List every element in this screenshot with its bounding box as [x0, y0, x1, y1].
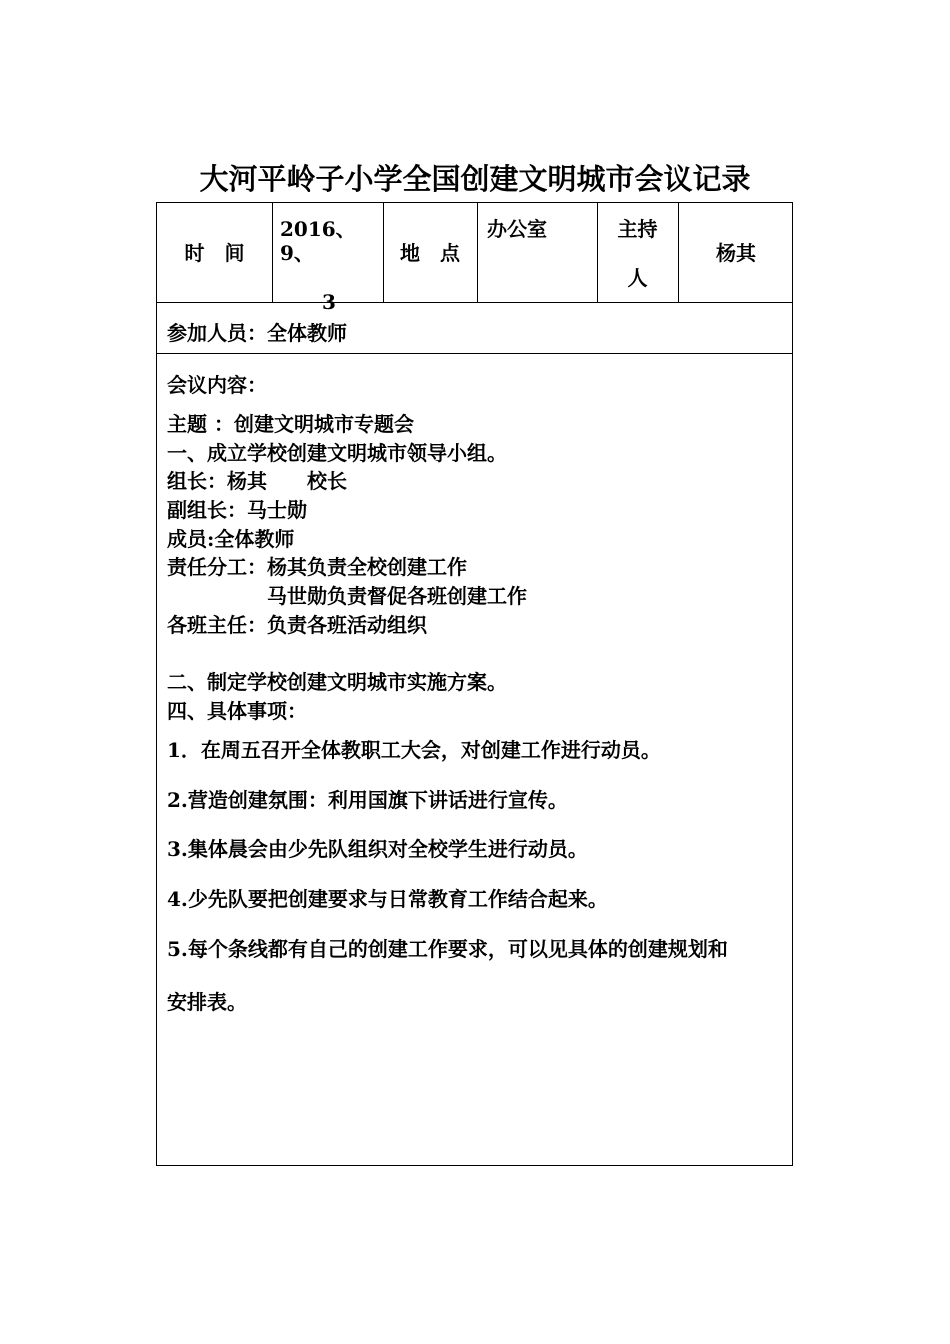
host-label-line2: 人	[627, 266, 648, 290]
content-line: 四、具体事项：	[167, 699, 307, 723]
content-heading: 会议内容：	[167, 373, 267, 397]
divider	[272, 203, 273, 303]
content-line: 成员:全体教师	[167, 527, 295, 551]
content-line: 主题 ：创建文明城市专题会	[167, 412, 414, 436]
divider	[477, 203, 478, 303]
time-value-line1: 2016、9、	[280, 217, 356, 265]
host-label	[597, 217, 678, 290]
divider	[157, 302, 792, 303]
divider	[157, 353, 792, 354]
content-line: 2.营造创建氛围：利用国旗下讲话进行宣传。	[167, 788, 568, 812]
content-line: 安排表。	[167, 990, 247, 1014]
host-label-line1: 主持	[617, 217, 658, 241]
place-label: 地 点	[400, 241, 460, 265]
content-line: 副组长：马士勋	[167, 498, 307, 522]
time-value	[280, 217, 383, 314]
content-line: 责任分工：杨其负责全校创建工作	[167, 555, 467, 579]
time-value-line2: 3	[322, 290, 336, 314]
content-line: 二、制定学校创建文明城市实施方案。	[167, 670, 507, 694]
content-line: 3.集体晨会由少先队组织对全校学生进行动员。	[167, 837, 588, 861]
place-value: 办公室	[487, 217, 547, 241]
host-value: 杨其	[716, 241, 756, 265]
content-line: 组长：杨其 校长	[167, 469, 347, 493]
content-line: 马世勋负责督促各班创建工作	[167, 584, 527, 608]
content-line: 4.少先队要把创建要求与日常教育工作结合起来。	[167, 887, 608, 911]
content-line: 1．在周五召开全体教职工大会，对创建工作进行动员。	[167, 738, 661, 762]
meeting-record-table	[156, 202, 793, 1166]
content-line: 各班主任：负责各班活动组织	[167, 613, 427, 637]
content-line: 一、成立学校创建文明城市领导小组。	[167, 441, 507, 465]
attendees-text: 参加人员：全体教师	[167, 321, 347, 345]
content-line: 5.每个条线都有自己的创建工作要求，可以见具体的创建规划和	[167, 937, 728, 961]
time-label: 时 间	[184, 241, 245, 265]
document-title: 大河平岭子小学全国创建文明城市会议记录	[199, 162, 751, 196]
